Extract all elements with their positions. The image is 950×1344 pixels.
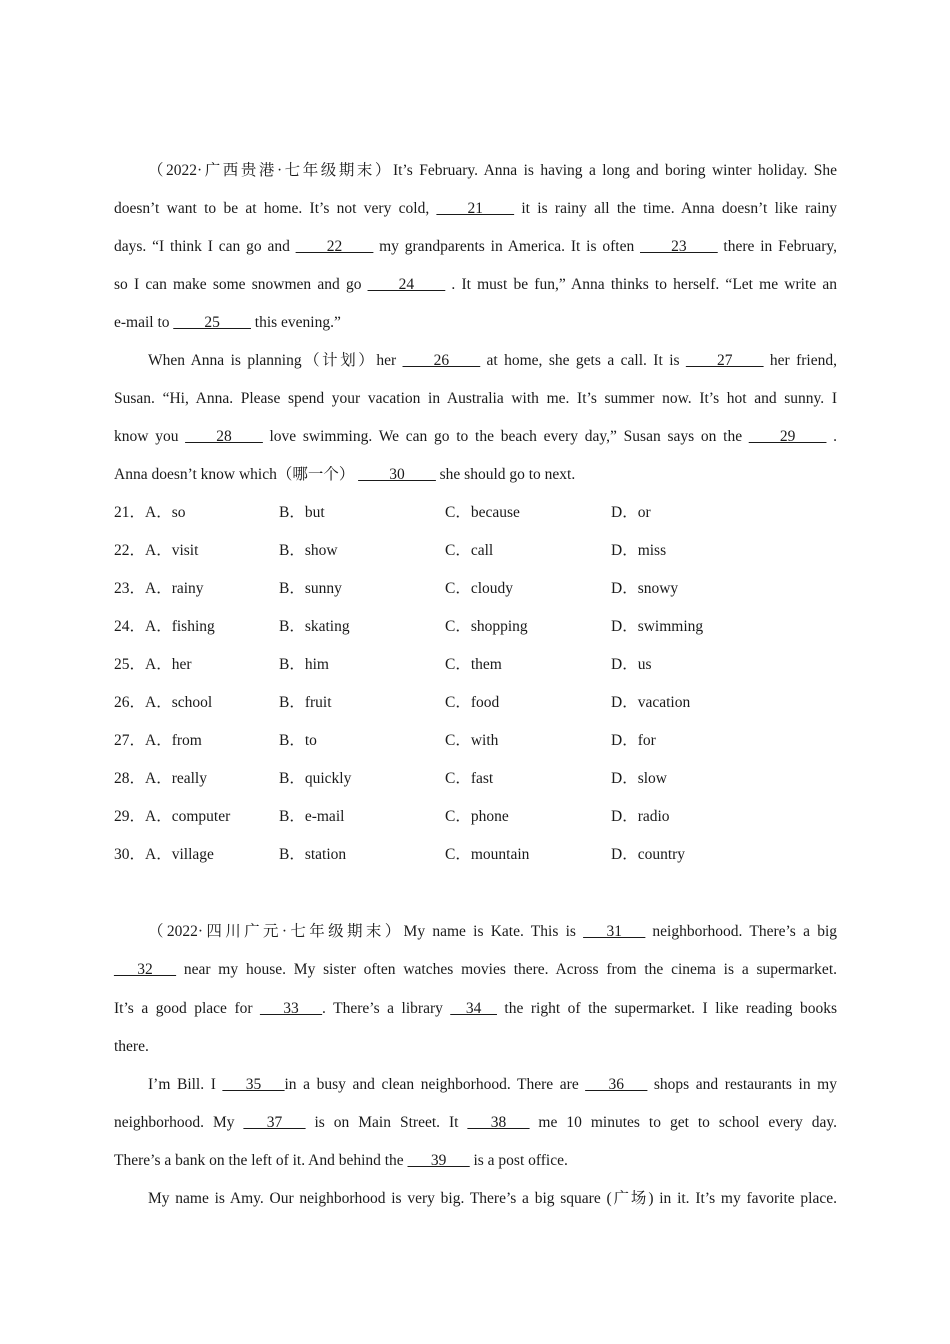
text: is on Main Street. It: [305, 1114, 468, 1131]
text: neighborhood. There’s a big: [645, 923, 838, 940]
blank-36: ___36___: [585, 1076, 648, 1093]
text: me 10 minutes to get to school every day.: [529, 1114, 838, 1131]
question-option-c: C．with: [445, 732, 499, 749]
passage2-line-5: [148, 1075, 837, 1095]
text: Susan. “Hi, Anna. Please spend your vacation in Australia with me. It’s summer now. It’s hot and sunny. I: [114, 390, 837, 407]
question-option-a: [114, 579, 204, 599]
question-option-b: B．show: [279, 542, 338, 559]
blank-26: ____26____: [402, 352, 481, 369]
passage1-line-9: [114, 465, 837, 485]
question-number: 21．: [114, 504, 146, 521]
blank-39: ___39___: [407, 1152, 470, 1169]
text: My name is Amy. Our neighborhood is very big. There’s a big square (广场) in it. It’s my favorite place.: [148, 1190, 837, 1207]
passage2-line-1: [148, 922, 837, 942]
blank-33: ___33___: [260, 1000, 323, 1017]
question-option-d: D．or: [611, 504, 651, 521]
question-number: 25．: [114, 656, 146, 673]
passage2-line-8: [148, 1189, 837, 1209]
text: I’m Bill. I: [148, 1076, 223, 1093]
text: There’s a bank on the left of it. And behind the: [114, 1152, 408, 1169]
blank-27: ____27____: [685, 352, 764, 369]
question-number: 22．: [114, 542, 146, 559]
question-number: 24．: [114, 618, 146, 635]
blank-29: ____29____: [748, 428, 827, 445]
question-29: [114, 807, 837, 827]
question-option-c: C．call: [445, 542, 494, 559]
blank-37: ___37___: [243, 1114, 306, 1131]
text: When Anna is planning（计划）her: [148, 352, 403, 369]
question-option-b: B．but: [279, 504, 325, 521]
question-option-b: B．fruit: [279, 694, 332, 711]
blank-38: ___38___: [467, 1114, 530, 1131]
question-option-d: D．swimming: [611, 618, 704, 635]
question-30: [114, 845, 837, 865]
question-26: [114, 693, 837, 713]
question-option-a: [114, 693, 212, 713]
text: her friend,: [763, 352, 837, 369]
text: near my house. My sister often watches movies there. Across from the cinema is a supermarket.: [176, 961, 837, 978]
text: . There’s a library: [322, 1000, 451, 1017]
question-option-c: C．them: [445, 656, 502, 673]
text: Anna doesn’t know which（哪一个）: [114, 466, 359, 483]
option-text: A．her: [145, 656, 192, 673]
question-22: [114, 541, 837, 561]
passage1-line-2: [114, 199, 837, 219]
blank-21: ____21____: [436, 200, 515, 217]
question-option-d: D．for: [611, 732, 656, 749]
blank-35: ___35___: [222, 1076, 285, 1093]
text: so I can make some snowmen and go: [114, 276, 368, 293]
passage2-line-3: [114, 999, 837, 1019]
question-option-d: D．miss: [611, 542, 667, 559]
blank-22: ____22____: [295, 238, 374, 255]
question-option-d: D．radio: [611, 808, 670, 825]
text: shops and restaurants in my: [647, 1076, 837, 1093]
passage1-line-7: [114, 389, 837, 409]
text: it is rainy all the time. Anna doesn’t like rainy: [514, 200, 837, 217]
passage2-line-2: [114, 960, 837, 980]
text: neighborhood. My: [114, 1114, 244, 1131]
question-option-c: C．food: [445, 694, 500, 711]
question-option-a: [114, 617, 215, 637]
blank-34: __34__: [450, 1000, 497, 1017]
option-text: A．school: [145, 694, 213, 711]
blank-24: ____24____: [367, 276, 446, 293]
text: . It must be fun,” Anna thinks to herself. “Let me write an: [445, 276, 837, 293]
question-21: [114, 503, 837, 523]
option-text: A．from: [145, 732, 202, 749]
question-option-a: [114, 541, 198, 561]
question-option-b: B．quickly: [279, 770, 352, 787]
text: （2022·广西贵港·七年级期末）It’s February. Anna is having a long and boring winter holiday. She: [148, 162, 837, 179]
text: she should go to next.: [435, 466, 576, 483]
text: my grandparents in America. It is often: [373, 238, 641, 255]
question-option-d: D．vacation: [611, 694, 691, 711]
option-text: A．so: [145, 504, 186, 521]
question-option-b: B．station: [279, 846, 347, 863]
question-option-d: D．country: [611, 846, 686, 863]
question-24: [114, 617, 837, 637]
question-option-b: B．e-mail: [279, 808, 345, 825]
text: love swimming. We can go to the beach every day,” Susan says on the: [262, 428, 749, 445]
question-option-d: D．slow: [611, 770, 667, 787]
option-text: A．rainy: [145, 580, 204, 597]
blank-32: ___32___: [114, 961, 176, 978]
passage1-line-1: [148, 161, 837, 181]
question-number: 30．: [114, 846, 146, 863]
passage1-line-4: [114, 275, 837, 295]
question-option-a: [114, 769, 207, 789]
text: It’s a good place for: [114, 1000, 261, 1017]
blank-28: ____28____: [185, 428, 263, 445]
question-23: [114, 579, 837, 599]
passage2-line-4: [114, 1037, 837, 1057]
question-number: 26．: [114, 694, 146, 711]
question-option-c: C．fast: [445, 770, 494, 787]
blank-31: ___31___: [583, 923, 646, 940]
text: doesn’t want to be at home. It’s not very cold,: [114, 200, 437, 217]
question-option-a: [114, 503, 186, 523]
question-27: [114, 731, 837, 751]
text: this evening.”: [250, 314, 341, 331]
text: there in February,: [717, 238, 837, 255]
question-25: [114, 655, 837, 675]
question-option-c: C．cloudy: [445, 580, 514, 597]
question-option-b: B．him: [279, 656, 329, 673]
text: in a busy and clean neighborhood. There are: [284, 1076, 586, 1093]
option-text: A．really: [145, 770, 207, 787]
blank-23: ____23____: [640, 238, 718, 255]
text: know you: [114, 428, 186, 445]
question-option-b: B．sunny: [279, 580, 342, 597]
question-number: 29．: [114, 808, 146, 825]
question-option-b: B．skating: [279, 618, 350, 635]
question-number: 23．: [114, 580, 146, 597]
question-option-d: D．snowy: [611, 580, 679, 597]
option-text: A．computer: [145, 808, 231, 825]
passage2-line-6: [114, 1113, 837, 1133]
question-number: 27．: [114, 732, 146, 749]
passage1-line-8: [114, 427, 837, 447]
option-text: A．fishing: [145, 618, 215, 635]
text: e-mail to: [114, 314, 174, 331]
text: there.: [114, 1038, 149, 1055]
question-option-a: [114, 655, 192, 675]
question-option-c: C．phone: [445, 808, 509, 825]
passage2-line-7: [114, 1151, 837, 1171]
text: .: [826, 428, 837, 445]
question-option-d: D．us: [611, 656, 652, 673]
option-text: A．village: [145, 846, 214, 863]
text: is a post office.: [469, 1152, 568, 1169]
text: （2022·四川广元·七年级期末）My name is Kate. This is: [148, 923, 584, 940]
question-option-b: B．to: [279, 732, 317, 749]
question-28: [114, 769, 837, 789]
question-option-a: [114, 845, 214, 865]
question-option-a: [114, 731, 202, 751]
text: at home, she gets a call. It is: [480, 352, 686, 369]
text: days. “I think I can go and: [114, 238, 296, 255]
text: the right of the supermarket. I like reading books: [496, 1000, 837, 1017]
option-text: A．visit: [145, 542, 199, 559]
blank-30: ____30____: [358, 466, 436, 483]
passage1-line-5: [114, 313, 837, 333]
question-number: 28．: [114, 770, 146, 787]
question-option-c: C．shopping: [445, 618, 528, 635]
passage1-line-6: [148, 351, 837, 371]
question-option-c: C．mountain: [445, 846, 530, 863]
question-option-a: [114, 807, 230, 827]
question-option-c: C．because: [445, 504, 520, 521]
blank-25: ____25____: [173, 314, 251, 331]
passage1-line-3: [114, 237, 837, 257]
